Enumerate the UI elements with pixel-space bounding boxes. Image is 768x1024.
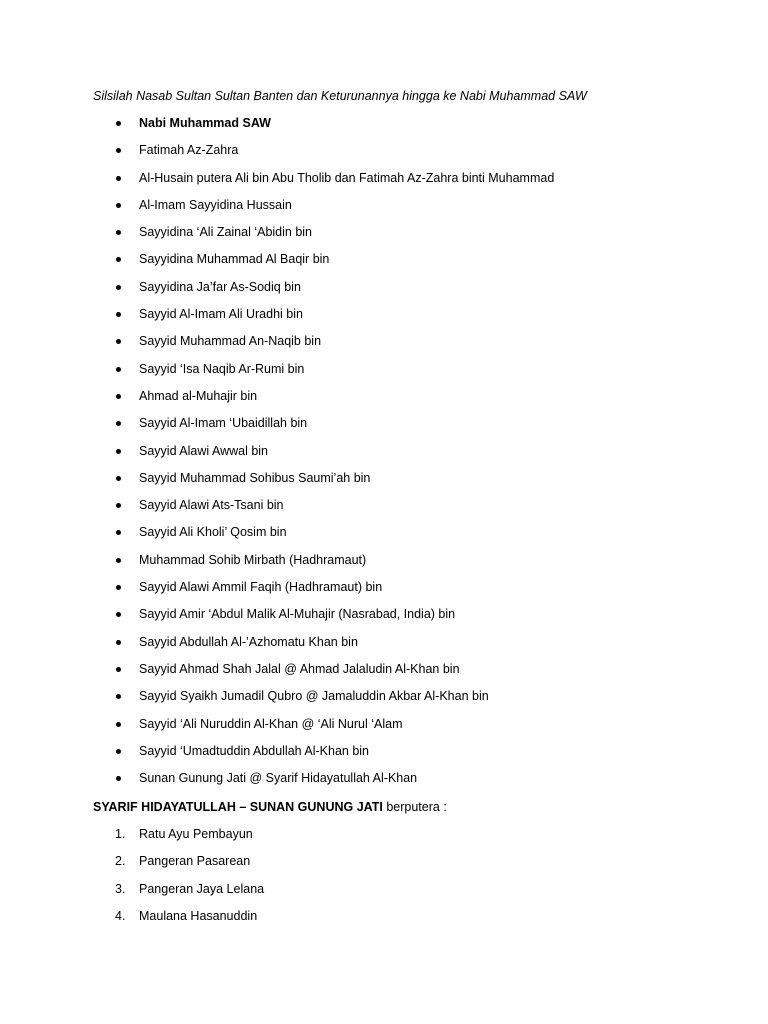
bullet-icon bbox=[116, 530, 121, 535]
bullet-icon bbox=[116, 367, 121, 372]
list-item-text: Sayyid Al-Imam ‘Ubaidillah bin bbox=[139, 416, 308, 431]
bullet-icon bbox=[116, 449, 121, 454]
list-item bbox=[0, 442, 768, 469]
bullet-icon bbox=[116, 667, 121, 672]
numbered-item-text: Pangeran Jaya Lelana bbox=[139, 881, 265, 896]
list-item-text: Sayyid Alawi Ammil Faqih (Hadhramaut) bin bbox=[139, 580, 383, 595]
list-item-text: Sunan Gunung Jati @ Syarif Hidayatullah Al-Khan bbox=[139, 771, 418, 786]
bullet-icon bbox=[116, 339, 121, 344]
bullet-icon bbox=[116, 285, 121, 290]
list-item bbox=[0, 496, 768, 523]
list-item bbox=[0, 387, 768, 414]
item-number: 3. bbox=[115, 881, 126, 896]
list-item-text: Sayyidina Muhammad Al Baqir bin bbox=[139, 252, 330, 267]
numbered-item bbox=[0, 852, 768, 879]
children-list bbox=[0, 825, 768, 935]
list-item bbox=[0, 551, 768, 578]
numbered-item bbox=[0, 825, 768, 852]
list-item bbox=[0, 605, 768, 632]
list-item bbox=[0, 742, 768, 769]
bullet-icon bbox=[116, 203, 121, 208]
list-item bbox=[0, 305, 768, 332]
item-number: 4. bbox=[115, 909, 126, 924]
list-item bbox=[0, 332, 768, 359]
list-item-text: Sayyid Al-Imam Ali Uradhi bin bbox=[139, 307, 303, 322]
list-item bbox=[0, 141, 768, 168]
section-heading-rest: berputera : bbox=[382, 800, 447, 814]
list-item-text: Sayyid Alawi Ats-Tsani bin bbox=[139, 498, 284, 513]
lineage-list bbox=[0, 114, 768, 796]
list-item-text: Sayyid Ahmad Shah Jalal @ Ahmad Jalaludin Al-Khan bin bbox=[139, 661, 460, 676]
list-item bbox=[0, 769, 768, 796]
bullet-icon bbox=[116, 257, 121, 262]
list-item-text: Sayyidina ‘Ali Zainal ‘Abidin bin bbox=[139, 225, 313, 240]
list-item bbox=[0, 414, 768, 441]
bullet-icon bbox=[116, 776, 121, 781]
numbered-item-text: Pangeran Pasarean bbox=[139, 854, 251, 869]
list-item bbox=[0, 278, 768, 305]
numbered-item-text: Ratu Ayu Pembayun bbox=[139, 827, 253, 841]
bullet-icon bbox=[116, 585, 121, 590]
numbered-item bbox=[0, 880, 768, 907]
bullet-icon bbox=[116, 230, 121, 235]
item-number: 2. bbox=[115, 854, 126, 869]
list-item bbox=[0, 360, 768, 387]
document-title: Silsilah Nasab Sultan Sultan Banten dan Keturunannya hingga ke Nabi Muhammad SAW bbox=[93, 89, 587, 103]
bullet-icon bbox=[116, 476, 121, 481]
bullet-icon bbox=[116, 121, 121, 126]
list-item-text: Sayyid ‘Ali Nuruddin Al-Khan @ ‘Ali Nurul ‘Alam bbox=[139, 716, 403, 731]
list-item bbox=[0, 687, 768, 714]
bullet-icon bbox=[116, 421, 121, 426]
list-item-text: Sayyidina Ja’far As-Sodiq bin bbox=[139, 279, 301, 294]
bullet-icon bbox=[116, 394, 121, 399]
list-item bbox=[0, 660, 768, 687]
numbered-item-text: Maulana Hasanuddin bbox=[139, 909, 258, 924]
list-item-text: Al-Husain putera Ali bin Abu Tholib dan Fatimah Az-Zahra binti Muhammad bbox=[139, 170, 555, 185]
bullet-icon bbox=[116, 722, 121, 727]
list-item bbox=[0, 715, 768, 742]
bullet-icon bbox=[116, 148, 121, 153]
item-number: 1. bbox=[115, 827, 126, 841]
list-item-text: Sayyid ‘Isa Naqib Ar-Rumi bin bbox=[139, 361, 305, 376]
list-item-text: Sayyid Ali Kholi’ Qosim bin bbox=[139, 525, 287, 540]
list-item-text: Sayyid Syaikh Jumadil Qubro @ Jamaluddin Akbar Al-Khan bin bbox=[139, 689, 489, 704]
list-item bbox=[0, 196, 768, 223]
bullet-icon bbox=[116, 503, 121, 508]
bullet-icon bbox=[116, 694, 121, 699]
bullet-icon bbox=[116, 612, 121, 617]
bullet-icon bbox=[116, 176, 121, 181]
list-item bbox=[0, 523, 768, 550]
list-item-text: Sayyid Alawi Awwal bin bbox=[139, 443, 269, 458]
bullet-icon bbox=[116, 312, 121, 317]
list-item-text: Sayyid ‘Umadtuddin Abdullah Al-Khan bin bbox=[139, 743, 370, 758]
list-item-text: Muhammad Sohib Mirbath (Hadhramaut) bbox=[139, 552, 367, 567]
list-item-text: Al-Imam Sayyidina Hussain bbox=[139, 197, 292, 212]
list-item-text: Sayyid Amir ‘Abdul Malik Al-Muhajir (Nasrabad, India) bin bbox=[139, 607, 456, 622]
bullet-icon bbox=[116, 640, 121, 645]
list-item bbox=[0, 578, 768, 605]
list-item bbox=[0, 469, 768, 496]
list-item bbox=[0, 169, 768, 196]
section-heading bbox=[93, 798, 447, 816]
list-item-text: Ahmad al-Muhajir bin bbox=[139, 388, 258, 403]
list-item-text: Nabi Muhammad SAW bbox=[139, 116, 271, 130]
list-item bbox=[0, 114, 768, 141]
list-item-text: Sayyid Muhammad Sohibus Saumi’ah bin bbox=[139, 470, 371, 485]
list-item-text: Sayyid Muhammad An-Naqib bin bbox=[139, 334, 322, 349]
list-item-text: Fatimah Az-Zahra bbox=[139, 143, 239, 158]
list-item bbox=[0, 250, 768, 277]
list-item-text: Sayyid Abdullah Al-’Azhomatu Khan bin bbox=[139, 634, 358, 649]
section-heading-bold: SYARIF HIDAYATULLAH – SUNAN GUNUNG JATI bbox=[93, 800, 383, 814]
numbered-item bbox=[0, 907, 768, 934]
list-item bbox=[0, 633, 768, 660]
bullet-icon bbox=[116, 558, 121, 563]
list-item bbox=[0, 223, 768, 250]
bullet-icon bbox=[116, 749, 121, 754]
